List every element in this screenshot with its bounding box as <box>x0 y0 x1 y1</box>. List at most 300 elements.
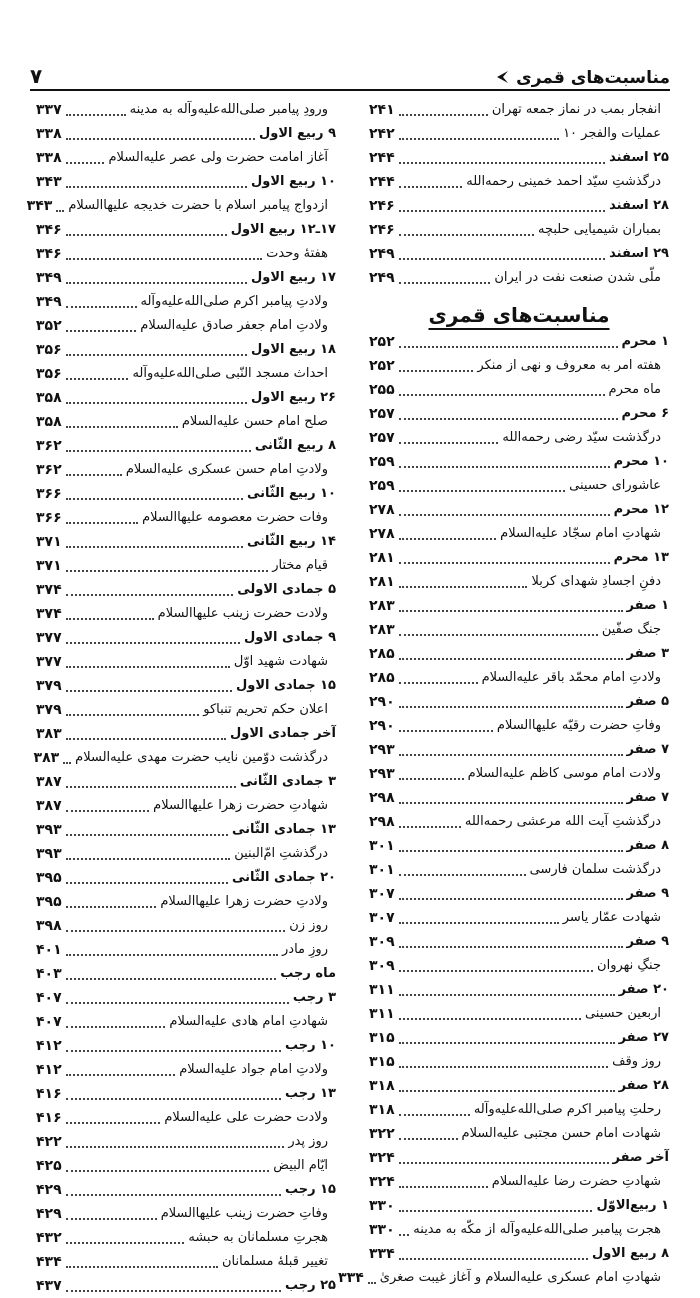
toc-entry-page: ۴۲۲ <box>36 1134 62 1150</box>
toc-entry <box>369 218 669 242</box>
toc-entry-page: ۲۹۰ <box>369 718 395 734</box>
toc-entry <box>369 522 669 546</box>
toc-entry-page: ۳۲۲ <box>369 1126 395 1142</box>
dot-leader <box>56 201 64 212</box>
toc-entry-title: ۱۰ رجب <box>284 1038 336 1053</box>
toc-entry-title: اعلان حکم تحریم تنباکو <box>203 702 328 717</box>
dot-leader <box>368 1273 376 1284</box>
toc-entry-title: رحلتِ پیامبر اکرم صلی‌الله‌علیه‌وآله <box>473 1102 661 1117</box>
toc-entry-page: ۳۴۶ <box>36 246 62 262</box>
toc-entry <box>369 98 669 122</box>
dot-leader <box>399 1009 581 1020</box>
toc-entry-title: وفات حضرت معصومه علیهاالسلام <box>142 510 328 525</box>
toc-entry-page: ۳۲۴ <box>369 1150 395 1166</box>
toc-entry-page: ۳۴۳ <box>26 198 53 214</box>
toc-entry-page: ۳۰۱ <box>369 838 395 854</box>
dot-leader <box>399 273 491 284</box>
toc-entry-title: ۱۸ ربیع الاول <box>251 342 336 357</box>
dot-leader <box>66 1233 185 1244</box>
toc-entry-title: ۹ جمادی الاول <box>243 630 336 645</box>
toc-entry <box>36 914 336 938</box>
toc-entry-title: شهادت عمّار یاسر <box>562 910 661 925</box>
dot-leader <box>399 793 623 804</box>
dot-leader <box>66 441 251 452</box>
toc-entry-title: ماه رجب <box>280 966 336 981</box>
toc-entry <box>369 858 669 882</box>
toc-entry <box>36 410 336 434</box>
toc-entry-title: ۱۰ ربیع الاول <box>251 174 336 189</box>
dot-leader <box>66 1281 281 1292</box>
toc-entry <box>369 594 669 618</box>
dot-leader <box>399 841 623 852</box>
dot-leader <box>399 577 528 588</box>
toc-entry <box>369 426 669 450</box>
toc-entry-page: ۳۱۱ <box>369 1006 395 1022</box>
toc-entry-title: صلح امام حسن علیه‌السلام <box>181 414 328 429</box>
running-title-text: مناسبت‌های قمری <box>516 68 670 88</box>
toc-entry <box>369 1170 669 1194</box>
toc-entry-title: ولادتِ امام جواد علیه‌السلام <box>179 1062 328 1077</box>
toc-entry-title: ۵ صفر <box>626 694 669 709</box>
toc-entry-page: ۳۵۲ <box>36 318 62 334</box>
toc-entry <box>369 906 669 930</box>
toc-entry <box>36 1106 336 1130</box>
arrow-left-icon <box>494 69 510 88</box>
toc-entry <box>36 1250 336 1274</box>
toc-entry-page: ۲۴۶ <box>369 222 395 238</box>
toc-entry-page: ۴۲۵ <box>36 1158 62 1174</box>
toc-entry-page: ۳۶۲ <box>36 438 62 454</box>
toc-entry <box>36 170 336 194</box>
toc-entry-page: ۳۰۹ <box>369 958 395 974</box>
dot-leader <box>66 369 129 380</box>
toc-entry-page: ۲۵۹ <box>369 454 395 470</box>
dot-leader <box>66 705 200 716</box>
toc-entry <box>369 1002 669 1026</box>
dot-leader <box>66 801 150 812</box>
toc-entry-page: ۲۷۸ <box>369 502 395 518</box>
dot-leader <box>66 465 122 476</box>
dot-leader <box>66 825 228 836</box>
toc-entry-page: ۳۹۳ <box>36 822 62 838</box>
dot-leader <box>66 969 277 980</box>
toc-entry <box>369 978 669 1002</box>
toc-entry <box>36 266 336 290</box>
toc-entry-title: روز زن <box>289 918 328 933</box>
toc-entry-page: ۲۴۴ <box>369 174 395 190</box>
toc-entry-title: ۹ صفر <box>626 934 669 949</box>
dot-leader <box>399 601 623 612</box>
toc-entry <box>36 1274 336 1298</box>
dot-leader <box>66 1161 270 1172</box>
toc-entry-title: ۱ صفر <box>626 598 669 613</box>
toc-entry-page: ۲۵۹ <box>369 478 395 494</box>
toc-entry-page: ۲۴۴ <box>369 150 395 166</box>
dot-leader <box>66 297 137 308</box>
toc-entry-title: ۲۰ جمادی الثّانی <box>231 870 336 885</box>
toc-entry-page: ۴۰۷ <box>36 1014 62 1030</box>
dot-leader <box>399 697 623 708</box>
toc-entry-page: ۳۷۴ <box>36 606 62 622</box>
toc-entry-page: ۲۸۵ <box>369 670 395 686</box>
toc-entry <box>369 402 669 426</box>
toc-entry <box>36 530 336 554</box>
dot-leader <box>66 177 247 188</box>
toc-entry <box>369 146 669 170</box>
toc-entry <box>369 1098 669 1122</box>
toc-entry-title: آخر صفر <box>612 1150 669 1165</box>
toc-entry-title: وفاتِ حضرت رقیّه علیهاالسلام <box>496 718 661 733</box>
toc-entry-title: ولادت حضرت زینب علیهاالسلام <box>157 606 328 621</box>
toc-entry <box>369 498 669 522</box>
toc-entry-title: ولادت امام موسی کاظم علیه‌السلام <box>467 766 661 781</box>
toc-entry-title: انفجار بمب در نماز جمعه تهران <box>491 102 661 117</box>
toc-entry-title: ۲۸ اسفند <box>609 198 669 213</box>
toc-entry <box>369 954 669 978</box>
toc-entry <box>369 450 669 474</box>
dot-leader <box>399 1249 588 1260</box>
toc-entry-page: ۳۱۵ <box>369 1054 395 1070</box>
dot-leader <box>66 1257 218 1268</box>
dot-leader <box>399 961 593 972</box>
dot-leader <box>66 1041 281 1052</box>
toc-entry <box>36 890 336 914</box>
toc-entry <box>369 1194 669 1218</box>
page-header <box>30 58 670 88</box>
toc-entry-title: ۲۰ صفر <box>618 982 669 997</box>
toc-entry-page: ۲۵۲ <box>369 358 395 374</box>
toc-entry-page: ۲۸۵ <box>369 646 395 662</box>
toc-entry-page: ۲۵۲ <box>369 334 395 350</box>
toc-entry <box>369 690 669 714</box>
toc-entry <box>36 338 336 362</box>
toc-entry-page: ۲۵۵ <box>369 382 395 398</box>
toc-list-right <box>338 330 669 1290</box>
toc-entry-title: شهادتِ امام سجّاد علیه‌السلام <box>500 526 661 541</box>
toc-entry-page: ۳۶۶ <box>36 486 62 502</box>
toc-entry <box>369 834 669 858</box>
toc-entry-title: جنگِ نهروان <box>597 958 661 973</box>
toc-entry <box>36 626 336 650</box>
toc-entry <box>369 354 669 378</box>
dot-leader <box>66 1185 281 1196</box>
toc-entry <box>36 578 336 602</box>
toc-entry-title: ۲۹ اسفند <box>609 246 669 261</box>
toc-entry-title: ولادتِ امام محمّد باقر علیه‌السلام <box>481 670 661 685</box>
dot-leader <box>66 1137 285 1148</box>
toc-entry <box>369 666 669 690</box>
toc-entry <box>369 762 669 786</box>
toc-entry-title: شهادت شهید اوّل <box>233 654 328 669</box>
toc-entry-page: ۴۰۱ <box>36 942 62 958</box>
toc-entry-title: هفته امر به معروف و نهی از منکر <box>477 358 661 373</box>
toc-entry-page: ۳۷۹ <box>36 702 62 718</box>
toc-entry-title: روز پدر <box>288 1134 328 1149</box>
toc-entry <box>36 794 336 818</box>
toc-entry-title: ۱۳ رجب <box>284 1086 336 1101</box>
toc-entry <box>33 746 336 770</box>
toc-entry-page: ۳۱۸ <box>369 1078 395 1094</box>
dot-leader <box>66 585 234 596</box>
toc-entry-page: ۳۰۱ <box>369 862 395 878</box>
toc-entry-title: شهادتِ حضرت رضا علیه‌السلام <box>491 1174 661 1189</box>
dot-leader <box>399 409 618 420</box>
dot-leader <box>399 481 566 492</box>
dot-leader <box>399 1153 609 1164</box>
toc-entry <box>36 1226 336 1250</box>
toc-entry-page: ۲۹۳ <box>369 742 395 758</box>
toc-entry-page: ۳۵۸ <box>36 414 62 430</box>
toc-entry-page: ۳۳۴ <box>338 1270 364 1286</box>
toc-entry-title: درگذشتِ آیت الله مرعشی رحمه‌الله <box>464 814 661 829</box>
toc-entry-page: ۳۰۷ <box>369 886 395 902</box>
toc-entry-title: ۸ ربیع الاول <box>591 1246 669 1261</box>
toc-entry-page: ۳۳۰ <box>369 1222 395 1238</box>
dot-leader <box>399 153 606 164</box>
toc-entry-title: ولادتِ پیامبر اکرم صلی‌الله‌علیه‌وآله <box>140 294 328 309</box>
dot-leader <box>399 1129 458 1140</box>
toc-entry-page: ۳۷۷ <box>36 654 62 670</box>
dot-leader <box>399 1225 410 1236</box>
toc-entry-title: ۱۷ ربیع الاول <box>251 270 336 285</box>
toc-entry <box>36 1034 336 1058</box>
toc-entry-page: ۳۹۵ <box>36 870 62 886</box>
toc-entry <box>36 986 336 1010</box>
toc-entry-page: ۲۴۱ <box>369 102 395 118</box>
toc-entry <box>369 1242 669 1266</box>
toc-entry-page: ۴۳۴ <box>36 1254 62 1270</box>
toc-entry-page: ۳۴۹ <box>36 294 62 310</box>
dot-leader <box>66 417 178 428</box>
toc-entry-title: ۱۵ جمادی الاول <box>236 678 336 693</box>
toc-entry <box>369 642 669 666</box>
toc-entry-page: ۳۵۶ <box>36 342 62 358</box>
toc-entry-title: آخر جمادی الاول <box>229 726 336 741</box>
toc-entry-page: ۳۶۲ <box>36 462 62 478</box>
dot-leader <box>63 753 71 764</box>
toc-entry <box>36 1058 336 1082</box>
toc-entry <box>369 242 669 266</box>
toc-entry-title: قیام مختار <box>272 558 328 573</box>
toc-entry-title: ۶ محرم <box>621 406 669 421</box>
toc-entry-page: ۲۵۷ <box>369 406 395 422</box>
dot-leader <box>399 673 478 684</box>
toc-entry-title: روز وقف <box>612 1054 661 1069</box>
dot-leader <box>399 889 623 900</box>
toc-entry-title: عملیات والفجر ۱۰ <box>563 126 661 141</box>
toc-entry-page: ۴۱۶ <box>36 1086 62 1102</box>
toc-entry-page: ۲۷۸ <box>369 526 395 542</box>
dot-leader <box>66 777 236 788</box>
toc-entry <box>36 1010 336 1034</box>
toc-entry-title: ایّام البیض <box>273 1158 328 1173</box>
toc-entry-page: ۲۸۱ <box>369 550 395 566</box>
toc-entry <box>369 1050 669 1074</box>
toc-entry-page: ۲۸۳ <box>369 622 395 638</box>
toc-entry-title: شهادتِ امام هادی علیه‌السلام <box>169 1014 328 1029</box>
toc-entry-title: عاشورای حسینی <box>569 478 661 493</box>
dot-leader <box>66 513 138 524</box>
dot-leader <box>66 105 126 116</box>
toc-entry-page: ۲۹۰ <box>369 694 395 710</box>
toc-entry <box>369 930 669 954</box>
toc-entry <box>36 362 336 386</box>
toc-entry-title: درگذشتِ سیّد احمد خمینی رحمه‌الله <box>466 174 661 189</box>
dot-leader <box>66 849 231 860</box>
toc-entry-title: شهادتِ حضرت زهرا علیهاالسلام <box>153 798 328 813</box>
toc-entry-page: ۴۱۶ <box>36 1110 62 1126</box>
dot-leader <box>399 457 610 468</box>
toc-entry-title: شهادت امام حسن مجتبی علیه‌السلام <box>461 1126 661 1141</box>
toc-entry-page: ۳۳۴ <box>369 1246 395 1262</box>
toc-entry-page: ۲۴۲ <box>369 126 395 142</box>
toc-entry-title: اربعین حسینی <box>584 1006 661 1021</box>
toc-entry <box>36 722 336 746</box>
toc-list-left <box>26 98 336 1298</box>
dot-leader <box>66 873 228 884</box>
dot-leader <box>399 433 499 444</box>
toc-entry-title: درگذشت سیّد رضی رحمه‌الله <box>502 430 661 445</box>
toc-entry <box>369 474 669 498</box>
toc-entry-page: ۳۹۳ <box>36 846 62 862</box>
toc-entry-page: ۲۹۳ <box>369 766 395 782</box>
toc-entry <box>369 122 669 146</box>
toc-entry <box>369 714 669 738</box>
dot-leader <box>399 913 559 924</box>
toc-entry-title: ۸ ربیع الثّانی <box>254 438 336 453</box>
toc-entry-title: ۱۲ محرم <box>613 502 669 517</box>
toc-entry-title: ورودِ پیامبر صلی‌الله‌علیه‌وآله به مدینه <box>129 102 328 117</box>
toc-entry-title: ملّی شدن صنعت نفت در ایران <box>494 270 661 285</box>
toc-entry <box>36 818 336 842</box>
toc-entry-page: ۳۸۳ <box>36 726 62 742</box>
toc-entry <box>36 1082 336 1106</box>
dot-leader <box>66 345 247 356</box>
dot-leader <box>399 249 606 260</box>
dot-leader <box>66 1113 161 1124</box>
dot-leader <box>399 1081 615 1092</box>
toc-entry-page: ۲۸۳ <box>369 598 395 614</box>
dot-leader <box>399 177 463 188</box>
toc-entry <box>36 1178 336 1202</box>
toc-entry-page: ۳۷۹ <box>36 678 62 694</box>
toc-entry-title: ۱ ربیع‌الاوّل <box>596 1198 669 1213</box>
toc-entry-title: ۱ محرم <box>621 334 669 349</box>
dot-leader <box>66 489 243 500</box>
toc-entry-title: ۹ صفر <box>626 886 669 901</box>
toc-entry-title: ۳ جمادی الثّانی <box>239 774 336 789</box>
toc-entry-title: ۹ ربیع الاول <box>258 126 336 141</box>
dot-leader <box>399 817 461 828</box>
toc-entry-page: ۳۷۱ <box>36 558 62 574</box>
dot-leader <box>399 1033 615 1044</box>
dot-leader <box>66 681 232 692</box>
dot-leader <box>399 505 610 516</box>
toc-entry <box>36 602 336 626</box>
toc-entry <box>36 962 336 986</box>
toc-entry-title: درگذشت دوّمین نایب حضرت مهدی علیه‌السلام <box>75 750 328 765</box>
toc-entry-title: ۲۸ صفر <box>618 1078 669 1093</box>
toc-entry <box>36 98 336 122</box>
toc-entry-page: ۴۰۷ <box>36 990 62 1006</box>
dot-leader <box>399 865 526 876</box>
toc-entry-page: ۳۱۱ <box>369 982 395 998</box>
dot-leader <box>399 361 474 372</box>
toc-entry-title: آغاز امامت حضرت ولی عصر علیه‌السلام <box>108 150 328 165</box>
toc-entry-page: ۳۶۶ <box>36 510 62 526</box>
toc-entry-title: ۱۷ـ۱۲ ربیع الاول <box>230 222 336 237</box>
toc-entry <box>36 146 336 170</box>
toc-entry-title: ۲۵ رجب <box>284 1278 336 1293</box>
dot-leader <box>66 249 263 260</box>
toc-entry-title: ولادتِ امام حسن عسکری علیه‌السلام <box>125 462 328 477</box>
dot-leader <box>66 897 157 908</box>
toc-entry <box>36 290 336 314</box>
toc-entry <box>36 314 336 338</box>
toc-entry-page: ۳۳۷ <box>36 102 62 118</box>
toc-entry-title: ۷ صفر <box>626 790 669 805</box>
toc-entry <box>26 194 336 218</box>
dot-leader <box>399 1177 488 1188</box>
toc-entry <box>369 378 669 402</box>
running-title <box>494 68 670 88</box>
toc-entry-title: ۱۰ ربیع الثّانی <box>246 486 336 501</box>
dot-leader <box>399 721 493 732</box>
toc-entry-title: ۲۵ اسفند <box>609 150 669 165</box>
toc-entry <box>36 482 336 506</box>
dot-leader <box>66 633 240 644</box>
dot-leader <box>66 921 286 932</box>
toc-entry-title: جنگ صفّین <box>601 622 661 637</box>
dot-leader <box>399 129 559 140</box>
toc-entry-page: ۳۷۷ <box>36 630 62 646</box>
toc-entry <box>369 1218 669 1242</box>
toc-entry-page: ۳۵۶ <box>36 366 62 382</box>
dot-leader <box>399 625 598 636</box>
toc-entry <box>369 1122 669 1146</box>
toc-entry-page: ۴۱۲ <box>36 1062 62 1078</box>
toc-entry <box>36 122 336 146</box>
toc-entry-page: ۳۳۸ <box>36 150 62 166</box>
toc-entry-page: ۴۳۷ <box>36 1278 62 1294</box>
toc-entry-title: دفنِ اجسادِ شهدای کربلا <box>531 574 661 589</box>
dot-leader <box>66 609 154 620</box>
toc-entry-title: ۱۳ محرم <box>613 550 669 565</box>
dot-leader <box>66 225 227 236</box>
toc-entry <box>369 882 669 906</box>
toc-entry-page: ۳۴۶ <box>36 222 62 238</box>
dot-leader <box>66 729 226 740</box>
toc-entry-page: ۳۷۴ <box>36 582 62 598</box>
toc-entry-title: وفاتِ حضرت زینب علیهاالسلام <box>160 1206 328 1221</box>
toc-entry-page: ۳۱۵ <box>369 1030 395 1046</box>
toc-entry-page: ۲۴۹ <box>369 270 395 286</box>
toc-entry-page: ۴۲۹ <box>36 1206 62 1222</box>
toc-entry <box>369 786 669 810</box>
toc-entry <box>36 434 336 458</box>
toc-entry-title: بمباران شیمیایی حلبچه <box>537 222 661 237</box>
dot-leader <box>399 937 623 948</box>
toc-entry-title: ۱۰ محرم <box>613 454 669 469</box>
toc-entry <box>369 1074 669 1098</box>
toc-entry-page: ۴۳۲ <box>36 1230 62 1246</box>
toc-list-right-top <box>369 98 669 290</box>
toc-entry-title: ولادت حضرت علی علیه‌السلام <box>164 1110 328 1125</box>
toc-entry-page: ۳۸۳ <box>33 750 60 766</box>
toc-entry-page: ۳۷۱ <box>36 534 62 550</box>
dot-leader <box>66 1209 157 1220</box>
dot-leader <box>399 1057 608 1068</box>
